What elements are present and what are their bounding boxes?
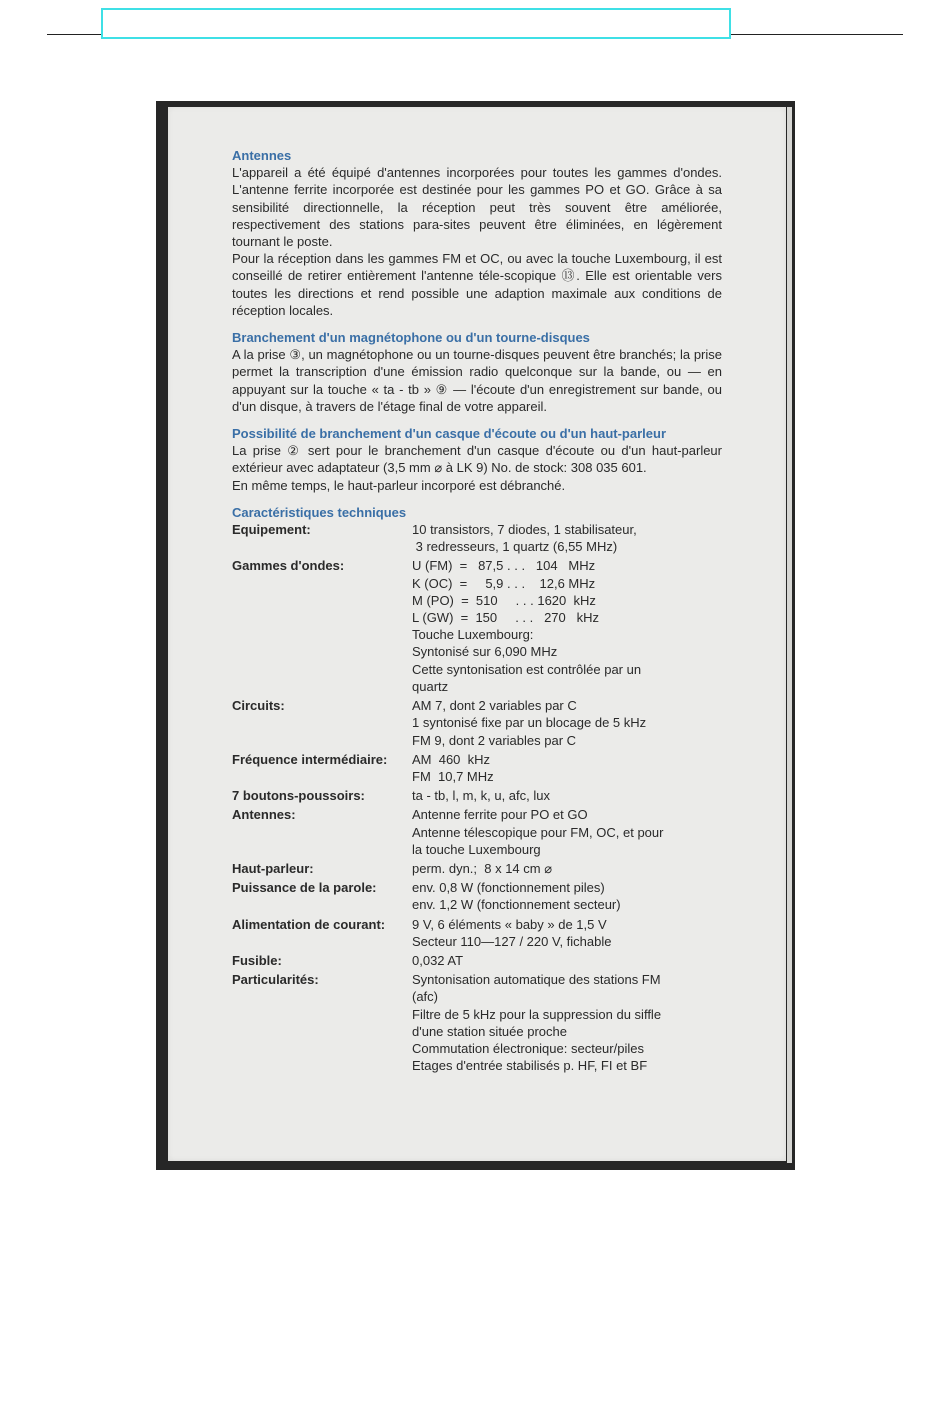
spec-value-line: Cette syntonisation est contrôlée par un (412, 661, 642, 677)
spec-value-line: FM 9, dont 2 variables par C (412, 732, 577, 748)
spec-row (232, 521, 722, 555)
spec-row (232, 787, 722, 804)
spec-row (232, 697, 722, 749)
spec-values (412, 916, 722, 950)
spec-value-line: Syntonisation automatique des stations FM (412, 972, 661, 988)
spec-value-line: Commutation électronique: secteur/piles (412, 1040, 644, 1056)
document-content (232, 147, 722, 1076)
spec-label: Alimentation de courant: (232, 916, 386, 932)
spec-value-line: U (FM) = 87,5 . . . 104 MHz (412, 558, 596, 574)
spec-value-line: env. 1,2 W (fonctionnement secteur) (412, 897, 621, 913)
spec-value-line: d'une station située proche (412, 1023, 567, 1039)
spec-label: Equipement: (232, 522, 311, 538)
spec-label: Antennes: (232, 807, 296, 823)
section-antennes (232, 147, 722, 319)
spec-label: Circuits: (232, 698, 285, 714)
spec-value-line: Etages d'entrée stabilisés p. HF, FI et BF (412, 1058, 648, 1074)
spec-value-line: 3 redresseurs, 1 quartz (6,55 MHz) (412, 539, 618, 555)
section-paragraph: L'appareil a été équipé d'antennes incorporées pour toutes les gammes d'ondes. L'antenne ferrite incorporée est destinée pour les gammes PO et GO. Grâce à sa sensibilité directionnelle, la réception peut très souvent être améliorée, respectivement des stations para-sites peuvent être éliminées, en légèrement tournant le poste. (232, 165, 722, 250)
spec-values (412, 806, 722, 858)
spec-values (412, 860, 722, 877)
spec-value-line: L (GW) = 150 . . . 270 kHz (412, 610, 599, 626)
spec-values (412, 521, 722, 555)
specs-section (232, 504, 722, 1077)
spec-row (232, 751, 722, 785)
specs-heading: Caractéristiques techniques (232, 504, 407, 520)
spec-label: 7 boutons-poussoirs: (232, 788, 365, 804)
spec-value-line: AM 460 kHz (412, 751, 491, 767)
spec-value-line: 1 syntonisé fixe par un blocage de 5 kHz (412, 715, 647, 731)
spec-row (232, 916, 722, 950)
spec-value-line: M (PO) = 510 . . . 1620 kHz (412, 592, 596, 608)
spec-value-line: Antenne télescopique pour FM, OC, et pour (412, 824, 664, 840)
spec-row (232, 557, 722, 695)
spec-value-line: K (OC) = 5,9 . . . 12,6 MHz (412, 575, 596, 591)
spec-label: Haut-parleur: (232, 860, 314, 876)
spec-value-line: FM 10,7 MHz (412, 768, 494, 784)
section-paragraph: A la prise ③, un magnétophone ou un tourne-disques peuvent être branchés; la prise permet la transcription d'une émission radio quelconque sur la bande, ou — en appuyant sur la touche « ta - tb » ⑨ — l'écoute d'un enregistrement sur bande, ou d'un disque, à travers de l'étage final de votre appareil. (232, 347, 722, 414)
spec-row (232, 860, 722, 877)
spec-value-line: env. 0,8 W (fonctionnement piles) (412, 880, 605, 896)
spec-row (232, 952, 722, 969)
spec-label: Puissance de la parole: (232, 880, 377, 896)
section-casque (232, 425, 722, 494)
spec-value-line: perm. dyn.; 8 x 14 cm ⌀ (412, 860, 553, 876)
spec-values (412, 971, 722, 1074)
section-magnetophone (232, 329, 722, 415)
scanned-page (156, 101, 795, 1170)
spec-label: Particularités: (232, 972, 319, 988)
spec-value-line: 0,032 AT (412, 952, 464, 968)
section-heading: Antennes (232, 148, 292, 163)
spec-label: Fréquence intermédiaire: (232, 751, 388, 767)
spec-value-line: AM 7, dont 2 variables par C (412, 698, 577, 714)
spec-values (412, 557, 722, 695)
spec-row (232, 879, 722, 913)
spec-values (412, 787, 722, 804)
spec-row (232, 806, 722, 858)
paper-sheet (168, 107, 786, 1161)
section-heading: Possibilité de branchement d'un casque d'écoute ou d'un haut-parleur (232, 426, 667, 442)
spec-value-line: ta - tb, l, m, k, u, afc, lux (412, 788, 550, 804)
spec-value-line: (afc) (412, 989, 438, 1005)
spec-value-line: Filtre de 5 kHz pour la suppression du siffle (412, 1006, 662, 1022)
spec-values (412, 879, 722, 913)
spec-gap (232, 1074, 722, 1076)
spec-values (412, 697, 722, 749)
section-heading: Branchement d'un magnétophone ou d'un tourne-disques (232, 330, 590, 346)
spec-value-line: Touche Luxembourg: (412, 627, 534, 643)
spec-value-line: 10 transistors, 7 diodes, 1 stabilisateur, (412, 522, 637, 538)
spec-value-line: Antenne ferrite pour PO et GO (412, 807, 588, 823)
spec-value-line: Secteur 110—127 / 220 V, fichable (412, 933, 612, 949)
section-paragraph: La prise ② sert pour le branchement d'un casque d'écoute ou d'un haut-parleur extérieur avec adaptateur (3,5 mm ⌀ à LK 9) No. de stock: 308 035 601. (232, 443, 722, 476)
spec-value-line: la touche Luxembourg (412, 841, 541, 857)
spec-values (412, 751, 722, 785)
spec-value-line: Syntonisé sur 6,090 MHz (412, 644, 558, 660)
section-paragraph: Pour la réception dans les gammes FM et OC, ou avec la touche Luxembourg, il est conseillé de retirer entièrement l'antenne téle-scopique ⑬. Elle est orientable vers toutes les directions et rend possible une adaption maximale aux conditions de réception locales. (232, 251, 722, 318)
spec-value-line: 9 V, 6 éléments « baby » de 1,5 V (412, 916, 607, 932)
spec-row (232, 971, 722, 1074)
spec-label: Gammes d'ondes: (232, 558, 345, 574)
spec-value-line: quartz (412, 678, 449, 694)
section-paragraph: En même temps, le haut-parleur incorporé est débranché. (232, 477, 566, 493)
specs-table (232, 521, 722, 1076)
spec-values (412, 952, 722, 969)
highlight-box (101, 8, 731, 39)
spec-label: Fusible: (232, 952, 282, 968)
paper-edge (787, 107, 792, 1163)
